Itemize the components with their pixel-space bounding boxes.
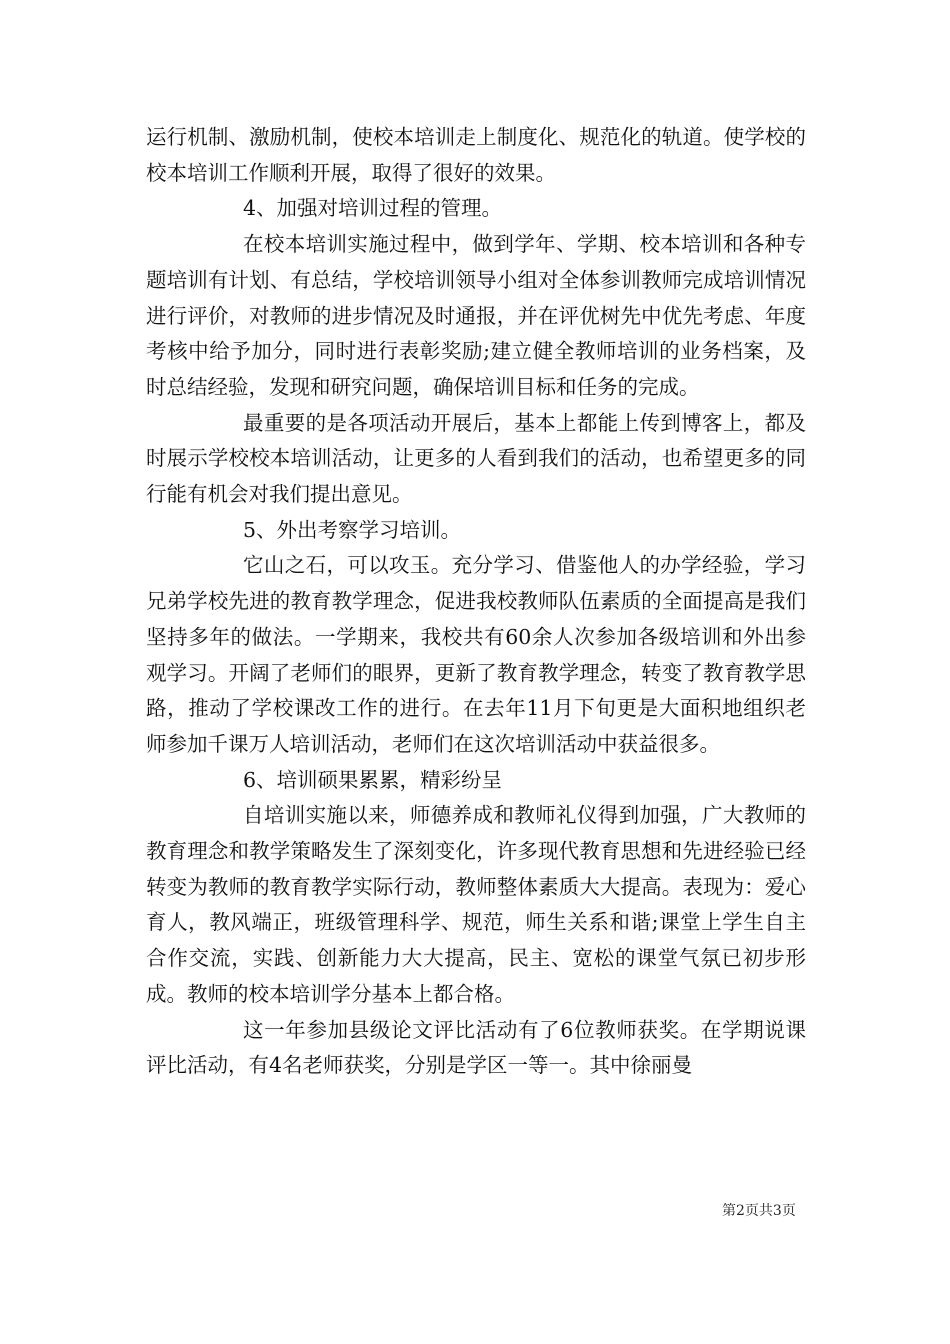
section-heading-5: 5、外出考察学习培训。 (243, 517, 462, 542)
document-body (146, 120, 806, 1084)
section-heading-4: 4、加强对培训过程的管理。 (243, 196, 503, 221)
paragraph-continuation: 运行机制、激励机制，使校本培训走上制度化、规范化的轨道。使学校的校本培训工作顺利开展，取得了很好的效果。 (146, 125, 806, 185)
section-heading-6: 6、培训硕果累累，精彩纷呈 (243, 767, 503, 792)
paragraph-blog-upload: 最重要的是各项活动开展后，基本上都能上传到博客上，都及时展示学校校本培训活动，让更多的人看到我们的活动，也希望更多的同行能有机会对我们提出意见。 (146, 410, 806, 507)
paragraph-awards: 这一年参加县级论文评比活动有了6位教师获奖。在学期说课评比活动，有4名老师获奖，分别是学区一等一。其中徐丽曼 (146, 1017, 806, 1078)
page-number-footer: 第2页共3页 (722, 1203, 796, 1219)
paragraph-external-study: 它山之石，可以攻玉。充分学习、借鉴他人的办学经验，学习兄弟学校先进的教育教学理念，促进我校教师队伍素质的全面提高是我们坚持多年的做法。一学期来，我校共有60余人次参加各级培训和外出参观学习。开阔了老师们的眼界，更新了教育教学理念，转变了教育教学思路，推动了学校课改工作的进行。在去年11月下旬更是大面积地组织老师参加千课万人培训活动，老师们在这次培训活动中获益很多。 (146, 553, 806, 756)
paragraph-training-process: 在校本培训实施过程中，做到学年、学期、校本培训和各种专题培训有计划、有总结，学校培训领导小组对全体参训教师完成培训情况进行评价，对教师的进步情况及时通报，并在评优树先中优先考虑、年度考核中给予加分，同时进行表彰奖励;建立健全教师培训的业务档案，及时总结经验，发现和研究问题，确保培训目标和任务的完成。 (146, 232, 806, 399)
paragraph-training-results: 自培训实施以来，师德养成和教师礼仪得到加强，广大教师的教育理念和教学策略发生了深刻变化，许多现代教育思想和先进经验已经转变为教师的教育教学实际行动，教师整体素质大大提高。表现为：爱心育人，教风端正，班级管理科学、规范，师生关系和谐;课堂上学生自主合作交流，实践、创新能力大大提高，民主、宽松的课堂气氛已初步形成。教师的校本培训学分基本上都合格。 (146, 803, 806, 1006)
